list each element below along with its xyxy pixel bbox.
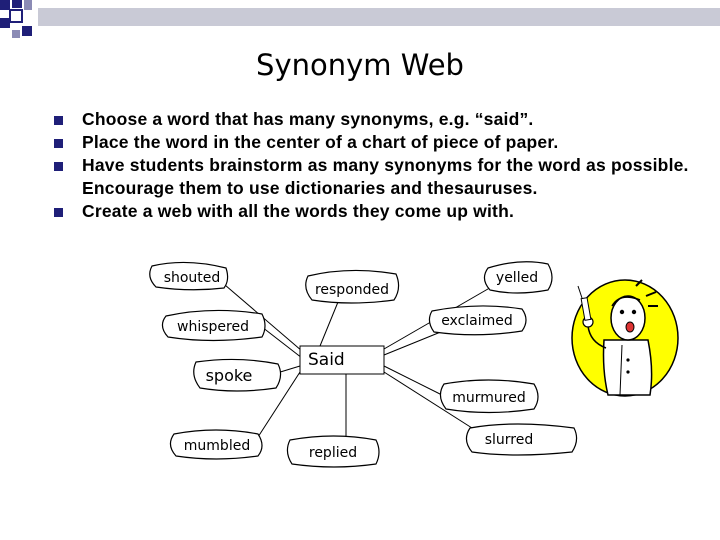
bullet-text: Place the word in the center of a chart of piece of paper. <box>82 132 559 152</box>
center-word: Said <box>308 350 345 370</box>
word-murmured: murmured <box>452 390 526 406</box>
word-exclaimed: exclaimed <box>441 313 513 329</box>
slide-title: Synonym Web <box>256 48 464 82</box>
word-responded: responded <box>314 282 390 298</box>
mouth-shape <box>626 322 634 332</box>
word-slurred: slurred <box>484 432 534 448</box>
body-shape <box>604 340 652 395</box>
word-yelled: yelled <box>495 270 539 286</box>
head-shape <box>611 296 645 340</box>
bullet-text: Create a web with all the words they come up with. <box>82 201 515 221</box>
word-mumbled: mumbled <box>183 438 251 454</box>
word-spoke: spoke <box>205 366 253 385</box>
word-whispered: whispered <box>177 319 249 335</box>
connector-line <box>262 327 302 358</box>
bullet-text: Have students brainstorm as many synonyms for the word as possible. Encourage them to use dictionaries and thesauruses. <box>82 155 689 198</box>
word-shouted: shouted <box>163 270 221 286</box>
connector-line <box>320 302 338 346</box>
shouting-man-clipart-icon <box>572 280 678 396</box>
word-replied: replied <box>308 445 358 461</box>
bullet-text: Choose a word that has many synonyms, e.g. “said”. <box>82 109 534 129</box>
